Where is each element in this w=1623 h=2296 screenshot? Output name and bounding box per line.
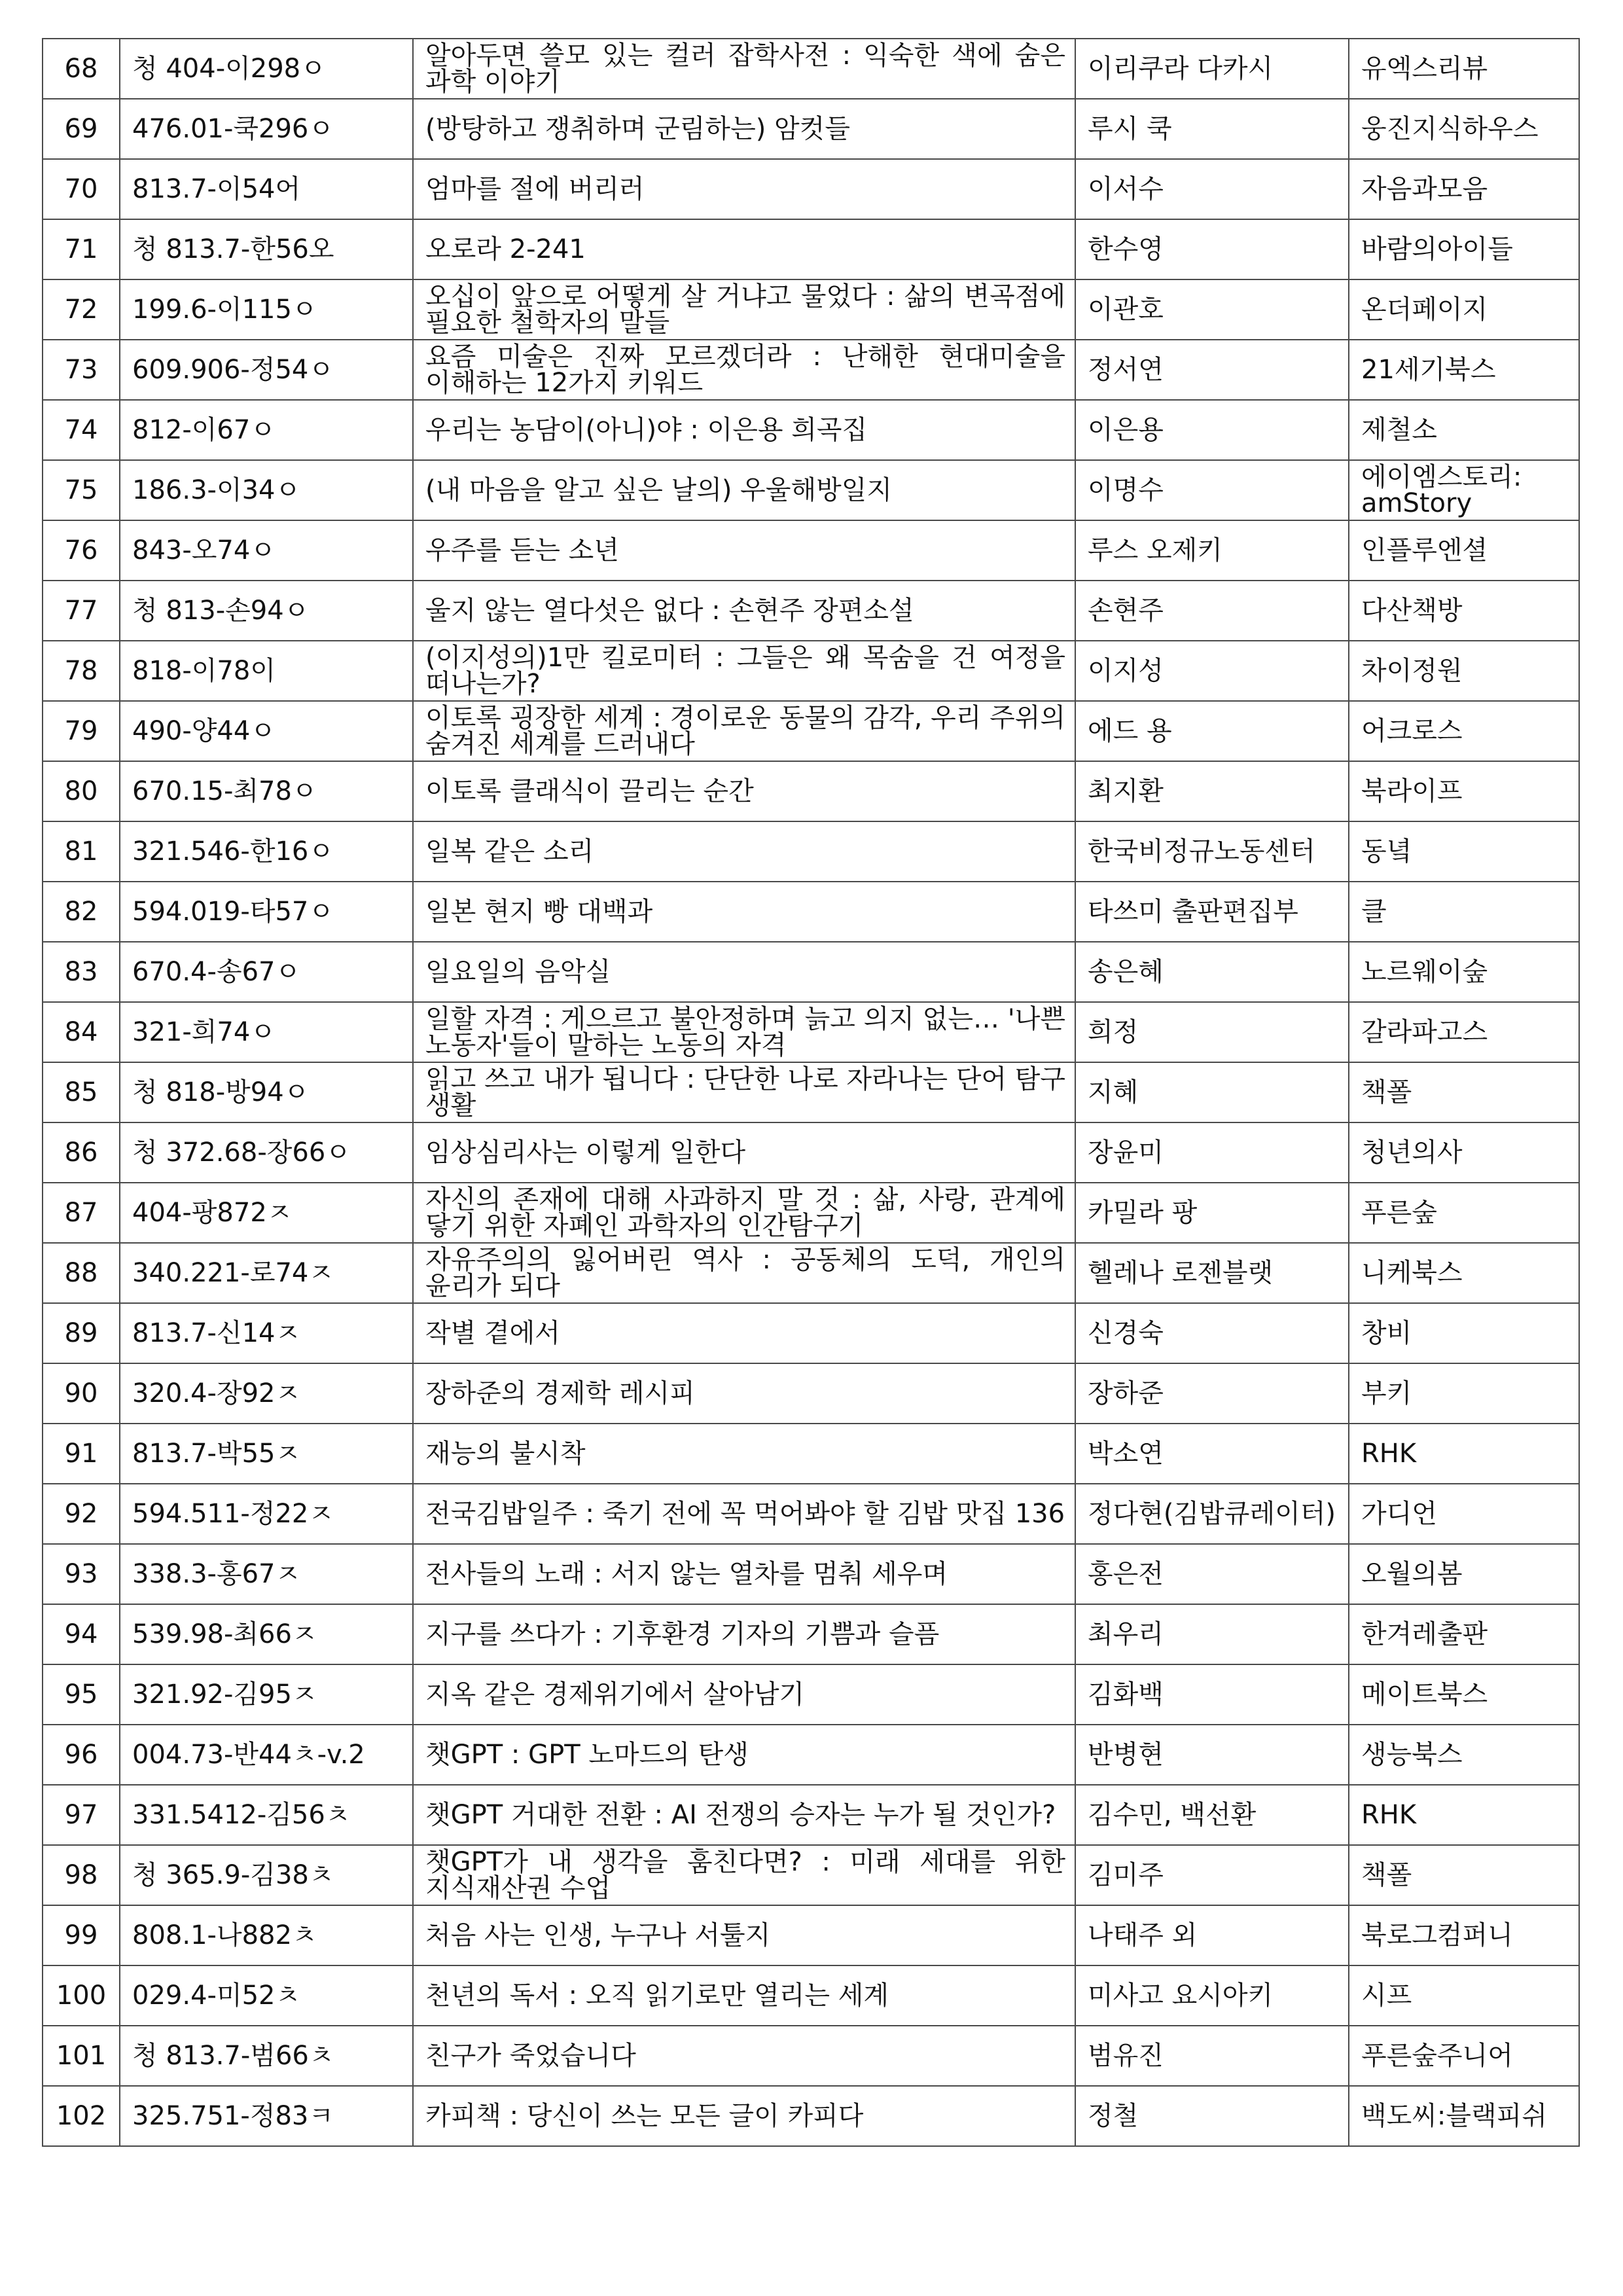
call-number: 186.3-이34ㅇ <box>120 460 413 520</box>
book-author: 이리쿠라 다카시 <box>1075 39 1349 99</box>
table-row <box>43 2026 1579 2086</box>
book-publisher: 웅진지식하우스 <box>1349 99 1579 159</box>
row-number: 89 <box>43 1303 120 1363</box>
book-title: 챗GPT가 내 생각을 훔친다면? : 미래 세대를 위한 지식재산권 수업 <box>413 1845 1075 1905</box>
row-number: 95 <box>43 1664 120 1725</box>
book-publisher: 오월의봄 <box>1349 1544 1579 1604</box>
table-row <box>43 581 1579 641</box>
table-row <box>43 520 1579 581</box>
table-row <box>43 1062 1579 1122</box>
book-author: 이은용 <box>1075 400 1349 460</box>
table-row <box>43 159 1579 219</box>
book-publisher: 북로그컴퍼니 <box>1349 1905 1579 1965</box>
call-number: 813.7-이54어 <box>120 159 413 219</box>
book-title: 작별 곁에서 <box>413 1303 1075 1363</box>
table-row <box>43 400 1579 460</box>
table-row <box>43 1424 1579 1484</box>
book-publisher: 유엑스리뷰 <box>1349 39 1579 99</box>
book-author: 희정 <box>1075 1002 1349 1062</box>
table-row <box>43 1845 1579 1905</box>
book-title: 장하준의 경제학 레시피 <box>413 1363 1075 1424</box>
book-publisher: 푸른숲주니어 <box>1349 2026 1579 2086</box>
row-number: 96 <box>43 1725 120 1785</box>
row-number: 93 <box>43 1544 120 1604</box>
book-title: (내 마음을 알고 싶은 날의) 우울해방일지 <box>413 460 1075 520</box>
row-number: 70 <box>43 159 120 219</box>
book-author: 이지성 <box>1075 641 1349 701</box>
table-row <box>43 942 1579 1002</box>
row-number: 91 <box>43 1424 120 1484</box>
book-title: 이토록 굉장한 세계 : 경이로운 동물의 감각, 우리 주위의 숨겨진 세계를 드러내다 <box>413 701 1075 761</box>
book-author: 미사고 요시아키 <box>1075 1965 1349 2026</box>
book-list-body <box>43 39 1579 2146</box>
call-number: 199.6-이115ㅇ <box>120 279 413 340</box>
table-row <box>43 882 1579 942</box>
book-publisher: 시프 <box>1349 1965 1579 2026</box>
book-publisher: 21세기북스 <box>1349 340 1579 400</box>
call-number: 813.7-신14ㅈ <box>120 1303 413 1363</box>
table-row <box>43 1664 1579 1725</box>
book-author: 루스 오제키 <box>1075 520 1349 581</box>
call-number: 340.221-로74ㅈ <box>120 1243 413 1303</box>
row-number: 78 <box>43 641 120 701</box>
table-row <box>43 1122 1579 1183</box>
book-title: 일본 현지 빵 대백과 <box>413 882 1075 942</box>
book-title: 전사들의 노래 : 서지 않는 열차를 멈춰 세우며 <box>413 1544 1075 1604</box>
book-publisher: 부키 <box>1349 1363 1579 1424</box>
book-publisher: 북라이프 <box>1349 761 1579 821</box>
row-number: 75 <box>43 460 120 520</box>
book-title: 지구를 쓰다가 : 기후환경 기자의 기쁨과 슬픔 <box>413 1604 1075 1664</box>
book-author: 박소연 <box>1075 1424 1349 1484</box>
book-title: 이토록 클래식이 끌리는 순간 <box>413 761 1075 821</box>
book-title: 엄마를 절에 버리러 <box>413 159 1075 219</box>
call-number: 청 404-이298ㅇ <box>120 39 413 99</box>
table-row <box>43 1725 1579 1785</box>
book-title: 알아두면 쓸모 있는 컬러 잡학사전 : 익숙한 색에 숨은 과학 이야기 <box>413 39 1075 99</box>
call-number: 338.3-홍67ㅈ <box>120 1544 413 1604</box>
table-row <box>43 641 1579 701</box>
call-number: 670.15-최78ㅇ <box>120 761 413 821</box>
row-number: 79 <box>43 701 120 761</box>
table-row <box>43 1484 1579 1544</box>
row-number: 68 <box>43 39 120 99</box>
book-author: 신경숙 <box>1075 1303 1349 1363</box>
book-author: 김화백 <box>1075 1664 1349 1725</box>
book-title: 우주를 듣는 소년 <box>413 520 1075 581</box>
row-number: 102 <box>43 2086 120 2146</box>
table-row <box>43 1905 1579 1965</box>
call-number: 539.98-최66ㅈ <box>120 1604 413 1664</box>
book-publisher: 자음과모음 <box>1349 159 1579 219</box>
row-number: 85 <box>43 1062 120 1122</box>
book-title: 울지 않는 열다섯은 없다 : 손현주 장편소설 <box>413 581 1075 641</box>
row-number: 84 <box>43 1002 120 1062</box>
book-author: 에드 용 <box>1075 701 1349 761</box>
book-author: 이명수 <box>1075 460 1349 520</box>
book-publisher: 백도씨:블랙피쉬 <box>1349 2086 1579 2146</box>
book-title: 우리는 농담이(아니)야 : 이은용 희곡집 <box>413 400 1075 460</box>
table-row <box>43 279 1579 340</box>
book-author: 한국비정규노동센터 <box>1075 821 1349 882</box>
book-author: 지혜 <box>1075 1062 1349 1122</box>
row-number: 76 <box>43 520 120 581</box>
row-number: 101 <box>43 2026 120 2086</box>
book-publisher: 클 <box>1349 882 1579 942</box>
table-row <box>43 1363 1579 1424</box>
call-number: 404-팡872ㅈ <box>120 1183 413 1243</box>
book-publisher: 생능북스 <box>1349 1725 1579 1785</box>
row-number: 81 <box>43 821 120 882</box>
call-number: 004.73-반44ㅊ-v.2 <box>120 1725 413 1785</box>
book-title: 친구가 죽었습니다 <box>413 2026 1075 2086</box>
book-author: 홍은전 <box>1075 1544 1349 1604</box>
call-number: 331.5412-김56ㅊ <box>120 1785 413 1845</box>
book-author: 최지환 <box>1075 761 1349 821</box>
row-number: 86 <box>43 1122 120 1183</box>
call-number: 청 372.68-장66ㅇ <box>120 1122 413 1183</box>
table-row <box>43 1604 1579 1664</box>
call-number: 청 813.7-한56오 <box>120 219 413 279</box>
table-row <box>43 99 1579 159</box>
row-number: 99 <box>43 1905 120 1965</box>
book-title: 지옥 같은 경제위기에서 살아남기 <box>413 1664 1075 1725</box>
call-number: 321.92-김95ㅈ <box>120 1664 413 1725</box>
table-row <box>43 2086 1579 2146</box>
call-number: 670.4-송67ㅇ <box>120 942 413 1002</box>
book-publisher: 차이정원 <box>1349 641 1579 701</box>
table-row <box>43 1243 1579 1303</box>
table-row <box>43 1303 1579 1363</box>
table-row <box>43 1965 1579 2026</box>
book-publisher: RHK <box>1349 1785 1579 1845</box>
book-author: 한수영 <box>1075 219 1349 279</box>
book-author: 장윤미 <box>1075 1122 1349 1183</box>
row-number: 90 <box>43 1363 120 1424</box>
table-row <box>43 1002 1579 1062</box>
book-publisher: 책폴 <box>1349 1845 1579 1905</box>
book-publisher: 온더페이지 <box>1349 279 1579 340</box>
row-number: 97 <box>43 1785 120 1845</box>
call-number: 594.019-타57ㅇ <box>120 882 413 942</box>
book-publisher: 푸른숲 <box>1349 1183 1579 1243</box>
call-number: 청 365.9-김38ㅊ <box>120 1845 413 1905</box>
row-number: 77 <box>43 581 120 641</box>
book-author: 손현주 <box>1075 581 1349 641</box>
row-number: 98 <box>43 1845 120 1905</box>
book-author: 김미주 <box>1075 1845 1349 1905</box>
book-title: 자유주의의 잃어버린 역사 : 공동체의 도덕, 개인의 윤리가 되다 <box>413 1243 1075 1303</box>
book-title: 처음 사는 인생, 누구나 서툴지 <box>413 1905 1075 1965</box>
call-number: 029.4-미52ㅊ <box>120 1965 413 2026</box>
row-number: 80 <box>43 761 120 821</box>
book-title: 일요일의 음악실 <box>413 942 1075 1002</box>
book-publisher: 다산책방 <box>1349 581 1579 641</box>
book-publisher: 바람의아이들 <box>1349 219 1579 279</box>
row-number: 82 <box>43 882 120 942</box>
call-number: 476.01-쿡296ㅇ <box>120 99 413 159</box>
book-author: 루시 쿡 <box>1075 99 1349 159</box>
book-author: 최우리 <box>1075 1604 1349 1664</box>
call-number: 818-이78이 <box>120 641 413 701</box>
row-number: 71 <box>43 219 120 279</box>
table-row <box>43 219 1579 279</box>
book-title: 읽고 쓰고 내가 됩니다 : 단단한 나로 자라나는 단어 탐구 생활 <box>413 1062 1075 1122</box>
book-publisher: 가디언 <box>1349 1484 1579 1544</box>
book-author: 헬레나 로젠블랫 <box>1075 1243 1349 1303</box>
row-number: 94 <box>43 1604 120 1664</box>
book-publisher: 책폴 <box>1349 1062 1579 1122</box>
book-author: 이서수 <box>1075 159 1349 219</box>
call-number: 청 813-손94ㅇ <box>120 581 413 641</box>
call-number: 321-희74ㅇ <box>120 1002 413 1062</box>
book-publisher: 창비 <box>1349 1303 1579 1363</box>
book-title: 일복 같은 소리 <box>413 821 1075 882</box>
row-number: 88 <box>43 1243 120 1303</box>
book-author: 장하준 <box>1075 1363 1349 1424</box>
book-author: 범유진 <box>1075 2026 1349 2086</box>
book-title: 오로라 2-241 <box>413 219 1075 279</box>
table-row <box>43 340 1579 400</box>
book-publisher: 에이엠스토리: amStory <box>1349 460 1579 520</box>
book-author: 김수민, 백선환 <box>1075 1785 1349 1845</box>
book-title: 카피책 : 당신이 쓰는 모든 글이 카피다 <box>413 2086 1075 2146</box>
book-author: 송은혜 <box>1075 942 1349 1002</box>
table-row <box>43 1544 1579 1604</box>
call-number: 813.7-박55ㅈ <box>120 1424 413 1484</box>
table-row <box>43 761 1579 821</box>
book-title: 전국김밥일주 : 죽기 전에 꼭 먹어봐야 할 김밥 맛집 136 <box>413 1484 1075 1544</box>
book-author: 정다현(김밥큐레이터) <box>1075 1484 1349 1544</box>
book-title: 챗GPT : GPT 노마드의 탄생 <box>413 1725 1075 1785</box>
book-publisher: 어크로스 <box>1349 701 1579 761</box>
row-number: 100 <box>43 1965 120 2026</box>
book-publisher: 동녘 <box>1349 821 1579 882</box>
book-title: 재능의 불시착 <box>413 1424 1075 1484</box>
book-title: 일할 자격 : 게으르고 불안정하며 늙고 의지 없는… '나쁜 노동자'들이 말하는 노동의 자격 <box>413 1002 1075 1062</box>
book-publisher: 니케북스 <box>1349 1243 1579 1303</box>
book-title: 임상심리사는 이렇게 일한다 <box>413 1122 1075 1183</box>
book-author: 정철 <box>1075 2086 1349 2146</box>
call-number: 321.546-한16ㅇ <box>120 821 413 882</box>
book-publisher: 인플루엔셜 <box>1349 520 1579 581</box>
book-publisher: 노르웨이숲 <box>1349 942 1579 1002</box>
book-title: 오십이 앞으로 어떻게 살 거냐고 물었다 : 삶의 변곡점에 필요한 철학자의 말들 <box>413 279 1075 340</box>
table-row <box>43 460 1579 520</box>
row-number: 92 <box>43 1484 120 1544</box>
call-number: 490-양44ㅇ <box>120 701 413 761</box>
call-number: 320.4-장92ㅈ <box>120 1363 413 1424</box>
table-row <box>43 821 1579 882</box>
book-publisher: 메이트북스 <box>1349 1664 1579 1725</box>
call-number: 808.1-나882ㅊ <box>120 1905 413 1965</box>
book-title: 요즘 미술은 진짜 모르겠더라 : 난해한 현대미술을 이해하는 12가지 키워드 <box>413 340 1075 400</box>
row-number: 74 <box>43 400 120 460</box>
book-publisher: 제철소 <box>1349 400 1579 460</box>
book-title: 챗GPT 거대한 전환 : AI 전쟁의 승자는 누가 될 것인가? <box>413 1785 1075 1845</box>
table-row <box>43 39 1579 99</box>
book-author: 나태주 외 <box>1075 1905 1349 1965</box>
call-number: 청 818-방94ㅇ <box>120 1062 413 1122</box>
book-publisher: RHK <box>1349 1424 1579 1484</box>
book-author: 반병현 <box>1075 1725 1349 1785</box>
call-number: 812-이67ㅇ <box>120 400 413 460</box>
call-number: 609.906-정54ㅇ <box>120 340 413 400</box>
table-row <box>43 1785 1579 1845</box>
row-number: 73 <box>43 340 120 400</box>
table-row <box>43 701 1579 761</box>
row-number: 72 <box>43 279 120 340</box>
book-author: 타쓰미 출판편집부 <box>1075 882 1349 942</box>
row-number: 69 <box>43 99 120 159</box>
book-author: 카밀라 팡 <box>1075 1183 1349 1243</box>
book-title: 자신의 존재에 대해 사과하지 말 것 : 삶, 사랑, 관계에 닿기 위한 자폐인 과학자의 인간탐구기 <box>413 1183 1075 1243</box>
book-author: 이관호 <box>1075 279 1349 340</box>
book-publisher: 한겨레출판 <box>1349 1604 1579 1664</box>
call-number: 청 813.7-범66ㅊ <box>120 2026 413 2086</box>
book-publisher: 청년의사 <box>1349 1122 1579 1183</box>
row-number: 83 <box>43 942 120 1002</box>
call-number: 594.511-정22ㅈ <box>120 1484 413 1544</box>
table-row <box>43 1183 1579 1243</box>
book-author: 정서연 <box>1075 340 1349 400</box>
call-number: 325.751-정83ㅋ <box>120 2086 413 2146</box>
book-title: (이지성의)1만 킬로미터 : 그들은 왜 목숨을 건 여정을 떠나는가? <box>413 641 1075 701</box>
call-number: 843-오74ㅇ <box>120 520 413 581</box>
book-publisher: 갈라파고스 <box>1349 1002 1579 1062</box>
book-title: 천년의 독서 : 오직 읽기로만 열리는 세계 <box>413 1965 1075 2026</box>
book-title: (방탕하고 쟁취하며 군림하는) 암컷들 <box>413 99 1075 159</box>
row-number: 87 <box>43 1183 120 1243</box>
book-list-table <box>42 38 1580 2147</box>
